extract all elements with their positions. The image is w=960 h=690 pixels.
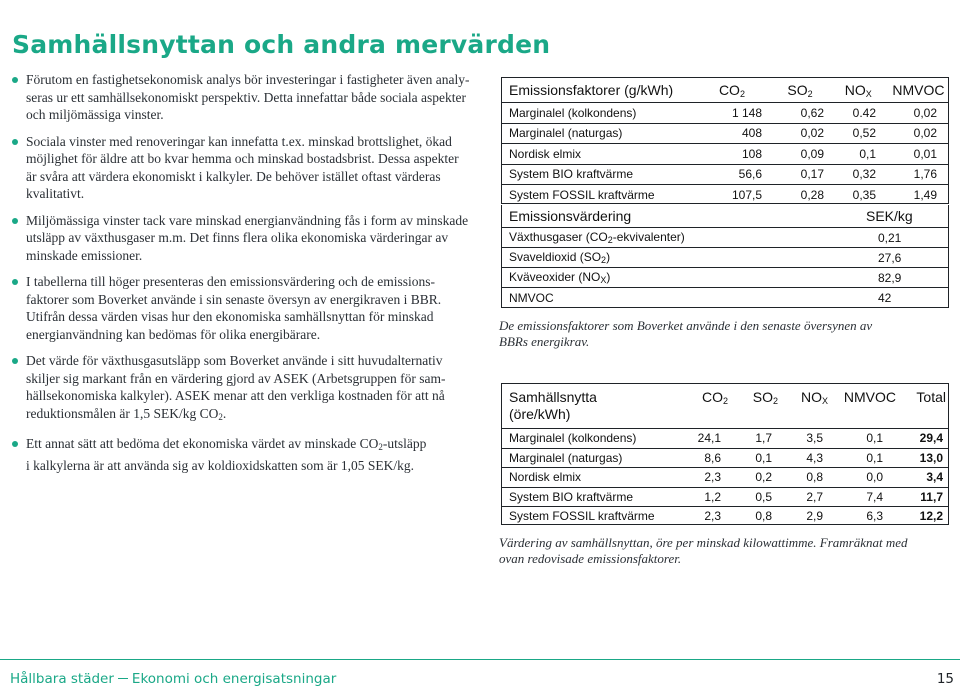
cell-co2: 8,6: [704, 450, 721, 465]
row-label: Kväveoxider $(NO_X)$: [509, 270, 611, 285]
header-nmvoc: NMVOC: [892, 82, 945, 98]
table-caption: [499, 535, 908, 567]
header-total: Total: [916, 389, 946, 405]
table-row: [502, 487, 948, 507]
cell-total: 11,7: [920, 489, 943, 504]
bullet-line: energianvändning kan bedömas för olika energibärare.: [26, 326, 321, 342]
bullet-list: [12, 71, 474, 483]
cell-so2: 0,8: [755, 509, 772, 524]
bullet-line: faktorer som Boverket använde i sin senaste översyn av energikraven i BBR.: [26, 291, 442, 307]
cell-nmvoc: 6,3: [866, 509, 883, 524]
cell-nmvoc: 0,02: [913, 105, 937, 120]
table-row: [502, 164, 948, 185]
cell-total: 12,2: [919, 509, 943, 524]
cell-nox: 0,8: [806, 470, 823, 485]
cell-total: 13,0: [919, 450, 943, 465]
cell-nmvoc: 1,49: [913, 187, 937, 202]
cell-nox: 0.42: [852, 105, 876, 120]
bullet-item: [12, 212, 474, 265]
cell-nox: 4,3: [806, 450, 823, 465]
cell-so2: 1,7: [755, 431, 772, 446]
bullet-dot-icon: [12, 77, 18, 83]
table-row: [502, 143, 948, 164]
cell-co2: 2,3: [704, 509, 721, 524]
table-row: [502, 448, 948, 468]
cell-nmvoc: 0,0: [866, 470, 883, 485]
table-row: [502, 184, 948, 205]
row-label: Marginalel (naturgas): [509, 450, 623, 465]
caption-line: ovan redovisade emissionsfaktorer.: [499, 551, 682, 566]
text-fragment: .: [222, 405, 227, 421]
cell-co2: 2,3: [704, 470, 721, 485]
row-label: NMVOC: [509, 290, 554, 305]
cell-so2: 0,1: [755, 450, 772, 465]
page-number: 15: [936, 671, 954, 687]
row-label: System FOSSIL kraftvärme: [509, 187, 655, 202]
subscript: 2: [218, 411, 223, 422]
row-label: Växthusgaser $(CO_2-ekvivalenter)$: [509, 230, 685, 245]
cell-co2: 108: [741, 146, 762, 161]
societal-benefit-table: [501, 383, 949, 525]
table-row: [502, 287, 948, 307]
cell-nmvoc: 1,76: [913, 167, 937, 182]
bullet-line: Miljömässiga vinster tack vare minskad energianvändning fås i form av minskade: [26, 212, 469, 228]
table-row: [502, 123, 948, 144]
table-header-row: [502, 78, 948, 102]
cell-nmvoc: 0,02: [913, 126, 937, 141]
table-row: [502, 227, 948, 247]
footer-part2: Ekonomi och energisatsningar: [131, 671, 337, 687]
cell-total: 3,4: [926, 470, 943, 485]
table-row: [502, 267, 948, 287]
cell-value: 27,6: [878, 250, 902, 265]
header-co2: $CO_2$: [718, 81, 745, 99]
row-label: Nordisk elmix: [509, 146, 582, 161]
bullet-line: Utifrån dessa värden visas hur den ekonomiska samhällsnyttan för minskad: [26, 309, 434, 324]
bullet-line: Det värde för växthusgasutsläpp som Boverket använde i sitt huvudalternativ: [26, 353, 443, 368]
cell-so2: 0,09: [800, 146, 824, 161]
text-fragment: reduktionsmålen är 1,5 SEK/kg CO: [26, 405, 219, 421]
cell-value: 82,9: [878, 270, 902, 285]
cell-value: 0,21: [878, 230, 902, 245]
caption-line: De emissionsfaktorer som Boverket använde i den senaste översynen av: [499, 318, 873, 333]
cell-co2: 107,5: [731, 187, 762, 202]
cell-so2: 0,28: [800, 187, 824, 202]
row-label: Marginalel (kolkondens): [509, 431, 637, 446]
row-label: Marginalel (naturgas): [509, 126, 623, 141]
cell-nox: 0,35: [852, 187, 876, 202]
bullet-item: [12, 273, 474, 343]
cell-nox: 3,5: [806, 431, 823, 446]
bullet-dot-icon: [12, 218, 18, 224]
dash-icon: [118, 678, 128, 680]
table-row: [502, 506, 948, 526]
header-nmvoc: NMVOC: [843, 389, 896, 405]
row-label: System BIO kraftvärme: [509, 167, 634, 182]
row-label: Nordisk elmix: [509, 470, 582, 485]
bullet-line: minskade emissioner.: [26, 247, 143, 263]
bullet-line: skiljer sig markant från en värdering gjord av ASEK (Arbetsgruppen för sam-: [26, 370, 446, 386]
bullet-item: [12, 71, 474, 124]
caption-line: Värdering av samhällsnyttan, öre per minskad kilowattimme. Framräknat med: [499, 535, 908, 550]
header-so2: $SO_2$: [752, 389, 778, 406]
bullet-line: [26, 405, 474, 427]
cell-nmvoc: 0,1: [866, 431, 883, 446]
header-nox: $NO_X$: [844, 81, 872, 99]
text-fragment: Ett annat sätt att bedöma det ekonomiska värdet av minskade CO: [26, 436, 379, 451]
cell-so2: 0,02: [800, 126, 824, 141]
emission-factors-table: [501, 77, 949, 204]
cell-so2: 0,17: [800, 167, 824, 182]
cell-nmvoc: 0,1: [866, 450, 883, 465]
caption-line: BBRs energikrav.: [499, 334, 590, 349]
bullet-line: I tabellerna till höger presenteras den emissionsvärdering och de emissions-: [26, 274, 436, 289]
footer-divider: [0, 659, 960, 660]
header-nox: $NO_X$: [800, 389, 828, 406]
bullet-line: är svåra att värdera ekonomiskt i kalkyler. De behöver istället oftast värderas: [26, 168, 441, 184]
bullet-line: i kalkylerna är att använda sig av koldioxidskatten som är 1,05 SEK/kg.: [26, 457, 415, 473]
bullet-line: utsläpp av växthusgaser m.m. Det finns flera olika ekonomiska värderingar av: [26, 230, 449, 245]
emission-valuation-table: [501, 205, 949, 308]
footer-part1: Hållbara städer: [10, 671, 114, 687]
cell-so2: 0,62: [800, 105, 824, 120]
cell-nox: 2,9: [806, 509, 823, 524]
bullet-line: hällsekonomiska kalkyler). ASEK menar att den verkliga kostnaden för att nå: [26, 388, 445, 403]
bullet-dot-icon: [12, 441, 18, 447]
table-header-row: [502, 384, 948, 428]
table-row: [502, 428, 948, 448]
header-label: Emissionsfaktorer (g/kWh): [509, 82, 674, 98]
table-header-row: [502, 205, 948, 227]
bullet-line: och miljömässiga vinster.: [26, 107, 164, 122]
cell-value: 42: [878, 290, 892, 305]
cell-nox: 0,1: [859, 146, 876, 161]
bullet-line: kvalitativt.: [26, 186, 85, 201]
cell-nox: 2,7: [806, 489, 823, 504]
bullet-dot-icon: [12, 279, 18, 285]
row-label: System FOSSIL kraftvärme: [509, 509, 655, 524]
bullet-line: seras ur ett samhällsekonomiskt perspektiv. Detta innefattar både sociala aspekter: [26, 89, 466, 105]
row-label: Svaveldioxid $(SO_2)$: [509, 250, 611, 265]
text-fragment: -utsläpp: [382, 436, 427, 451]
bullet-line: Förutom en fastighetsekonomisk analys bör investeringar i fastigheter även analy-: [26, 72, 470, 87]
bullet-item: [12, 133, 474, 203]
page-title: Samhällsnyttan och andra mervärden: [12, 30, 551, 59]
cell-co2: 1,2: [704, 489, 721, 504]
cell-so2: 0,2: [755, 470, 772, 485]
cell-co2: 1 148: [731, 105, 762, 120]
bullet-line: Sociala vinster med renoveringar kan innefatta t.ex. minskad brottslighet, ökad: [26, 133, 452, 149]
table-row: [502, 102, 948, 123]
cell-nmvoc: 7,4: [866, 489, 883, 504]
bullet-dot-icon: [12, 358, 18, 364]
table-row: [502, 247, 948, 267]
cell-co2: 408: [741, 126, 762, 141]
header-so2: $SO_2$: [787, 81, 813, 99]
bullet-item: [12, 435, 474, 474]
header-label: Samhällsnytta (öre/kWh): [509, 389, 597, 422]
bullet-dot-icon: [12, 139, 18, 145]
cell-co2: 24,1: [697, 431, 721, 446]
cell-co2: 56,6: [738, 167, 762, 182]
bullet-item: [12, 352, 474, 426]
subscript: 2: [378, 442, 383, 452]
cell-total: 29,4: [919, 431, 943, 446]
footer-title: [10, 671, 336, 687]
header-label: Emissionsvärdering: [509, 208, 632, 224]
cell-nmvoc: 0,01: [913, 146, 937, 161]
header-co2: $CO_2$: [701, 389, 728, 406]
header-unit: SEK/kg: [866, 208, 913, 224]
table-caption: [499, 318, 872, 350]
bullet-line: möjlighet för äldre att bo kvar hemma och minskad bostadsbrist. Dessa aspekter: [26, 151, 459, 166]
cell-so2: 0,5: [755, 489, 772, 504]
row-label: Marginalel (kolkondens): [509, 105, 637, 120]
cell-nox: 0,52: [852, 126, 876, 141]
bullet-line: [26, 435, 474, 457]
row-label: System BIO kraftvärme: [509, 489, 634, 504]
cell-nox: 0,32: [852, 167, 876, 182]
table-row: [502, 467, 948, 487]
